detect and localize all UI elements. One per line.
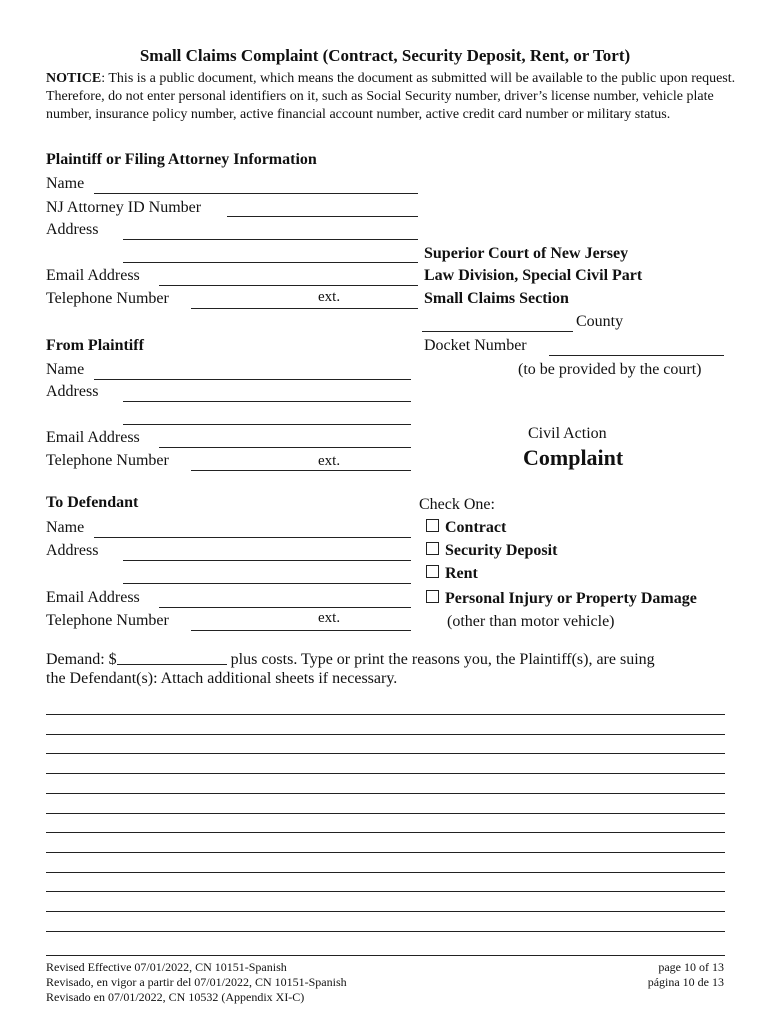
footer-divider [46,955,725,956]
notice-text: : This is a public document, which means the document as submitted will be available to the public upon request. Therefore, do not enter personal identifiers on it, such as Social Security number, driver’s license number, vehicle plate number, insurance policy number, active financial account number, active credit card number or military status. [46,71,736,122]
court-section: Small Claims Section [424,290,569,307]
court-division: Law Division, Special Civil Part [424,267,643,284]
plaintiff-address-field-1[interactable] [123,401,411,402]
attorney-name-field[interactable] [94,193,418,194]
footer-revisado-appendix: Revisado en 07/01/2022, CN 10532 (Appendix XI-C) [46,990,305,1004]
footer-left [46,960,347,1005]
county-label: County [576,313,624,330]
footer-revised: Revised Effective 07/01/2022, CN 10151-Spanish [46,960,287,974]
attorney-id-field[interactable] [227,216,418,217]
defendant-email-label: Email Address [46,589,140,606]
plaintiff-attorney-heading: Plaintiff or Filing Attorney Information [46,151,317,168]
plaintiff-email-field[interactable] [159,447,411,448]
attorney-id-label: NJ Attorney ID Number [46,199,202,216]
demand-text: plus costs. Type or print the reasons you, the Plaintiff(s), are suing [226,651,655,668]
defendant-telephone-label: Telephone Number [46,612,169,629]
reason-line[interactable] [46,891,725,892]
county-field[interactable] [422,331,573,332]
form-title: Small Claims Complaint (Contract, Security Deposit, Rent, or Tort) [139,46,631,65]
reason-line[interactable] [46,911,725,912]
check-one-label: Check One: [419,496,495,513]
option-rent[interactable] [426,565,478,583]
demand-text-2: the Defendant(s): Attach additional sheets if necessary. [46,670,398,687]
checkbox-contract[interactable] [426,519,439,532]
page-number: page 10 of 13 [658,960,724,974]
reason-line[interactable] [46,753,725,754]
docket-note: (to be provided by the court) [518,361,702,378]
plaintiff-email-label: Email Address [46,429,140,446]
option-security-deposit[interactable] [426,542,557,560]
reason-line[interactable] [46,734,725,735]
plaintiff-name-field[interactable] [94,379,411,380]
pagina-number: página 10 de 13 [647,975,724,989]
plaintiff-address-field-2[interactable] [123,424,411,425]
plaintiff-ext-label: ext. [318,453,341,469]
defendant-address-field-2[interactable] [123,583,411,584]
footer-right [600,960,724,990]
plaintiff-telephone-field[interactable] [191,470,411,471]
attorney-name-label: Name [46,175,85,192]
reason-line[interactable] [46,813,725,814]
option-rent-label: Rent [445,565,478,582]
option-security-deposit-label: Security Deposit [445,542,558,559]
reason-line[interactable] [46,931,725,932]
defendant-address-label: Address [46,542,99,559]
defendant-email-field[interactable] [159,607,411,608]
docket-number-field[interactable] [549,355,724,356]
attorney-email-label: Email Address [46,267,140,284]
plaintiff-name-label: Name [46,361,85,378]
notice-paragraph [46,70,736,124]
attorney-telephone-label: Telephone Number [46,290,169,307]
reason-line[interactable] [46,872,725,873]
attorney-email-field[interactable] [159,285,418,286]
defendant-telephone-field[interactable] [191,630,411,631]
footer-revisado-vigor: Revisado, en vigor a partir del 07/01/2022, CN 10151-Spanish [46,975,347,989]
reason-line[interactable] [46,714,725,715]
checkbox-personal-injury[interactable] [426,590,439,603]
defendant-ext-label: ext. [318,610,341,626]
demand-line [46,650,655,669]
checkbox-rent[interactable] [426,565,439,578]
attorney-address-field-1[interactable] [123,239,418,240]
option-contract-label: Contract [445,519,507,536]
reason-line[interactable] [46,793,725,794]
attorney-telephone-field[interactable] [191,308,418,309]
demand-prefix: Demand: $ [46,651,117,668]
court-name: Superior Court of New Jersey [424,245,629,262]
option-contract[interactable] [426,519,506,537]
checkbox-security-deposit[interactable] [426,542,439,555]
attorney-ext-label: ext. [318,289,341,305]
plaintiff-address-label: Address [46,383,99,400]
motor-vehicle-note: (other than motor vehicle) [447,613,615,630]
to-defendant-heading: To Defendant [46,494,139,511]
docket-number-label: Docket Number [424,337,527,354]
defendant-name-label: Name [46,519,85,536]
reason-line[interactable] [46,852,725,853]
attorney-address-field-2[interactable] [123,262,418,263]
demand-amount-field[interactable] [117,650,227,665]
option-personal-injury-label: Personal Injury or Property Damage [445,590,697,607]
defendant-address-field-1[interactable] [123,560,411,561]
plaintiff-telephone-label: Telephone Number [46,452,169,469]
attorney-address-label: Address [46,221,99,238]
defendant-name-field[interactable] [94,537,411,538]
reason-line[interactable] [46,832,725,833]
notice-label: NOTICE [46,71,102,86]
complaint-heading: Complaint [523,445,624,470]
option-personal-injury[interactable] [426,590,697,608]
reason-line[interactable] [46,773,725,774]
civil-action-label: Civil Action [528,425,607,442]
from-plaintiff-heading: From Plaintiff [46,337,144,354]
